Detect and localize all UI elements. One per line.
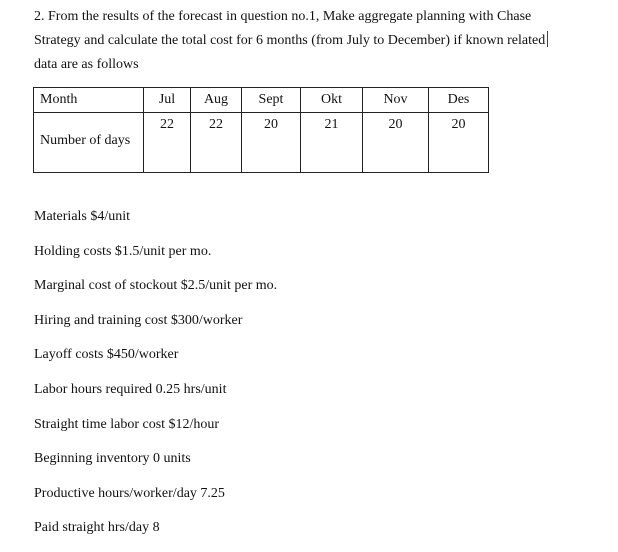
month-cell: Jul [144,88,191,113]
days-cell: 22 [191,113,242,173]
days-cell: 20 [429,113,489,173]
cost-parameters-list [34,206,277,552]
param-productive-hours: Productive hours/worker/day 7.25 [34,485,225,501]
param-paid-hours: Paid straight hrs/day 8 [34,520,160,536]
table-header-row [34,88,489,113]
days-table [33,87,489,173]
days-label-text: Number of days [40,133,131,148]
month-cell: Nov [363,88,429,113]
month-cell: Okt [301,88,363,113]
question-line-2-text: Strategy and calculate the total cost for 6 months (from July to December) if known related [34,33,546,48]
param-holding-costs: Holding costs $1.5/unit per mo. [34,243,212,259]
param-labor-hours: Labor hours required 0.25 hrs/unit [34,381,227,397]
month-cell: Sept [242,88,301,113]
table-row [34,113,489,173]
month-cell: Des [429,88,489,113]
question-line-2 [34,29,594,53]
param-beginning-inventory: Beginning inventory 0 units [34,451,191,467]
question-line-1: 2. From the results of the forecast in question no.1, Make aggregate planning with Chase [34,9,532,24]
text-cursor [547,31,548,47]
days-label-cell [34,113,144,173]
month-header-cell: Month [34,88,144,113]
question-text [34,5,594,77]
days-cell: 22 [144,113,191,173]
param-hiring-cost: Hiring and training cost $300/worker [34,312,243,328]
question-line-3: data are as follows [34,57,139,72]
month-cell: Aug [191,88,242,113]
param-labor-cost: Straight time labor cost $12/hour [34,416,220,432]
days-cell: 20 [242,113,301,173]
param-materials: Materials $4/unit [34,209,131,224]
param-layoff-cost: Layoff costs $450/worker [34,347,179,363]
days-cell: 20 [363,113,429,173]
days-cell: 21 [301,113,363,173]
param-stockout-cost: Marginal cost of stockout $2.5/unit per mo. [34,278,278,294]
